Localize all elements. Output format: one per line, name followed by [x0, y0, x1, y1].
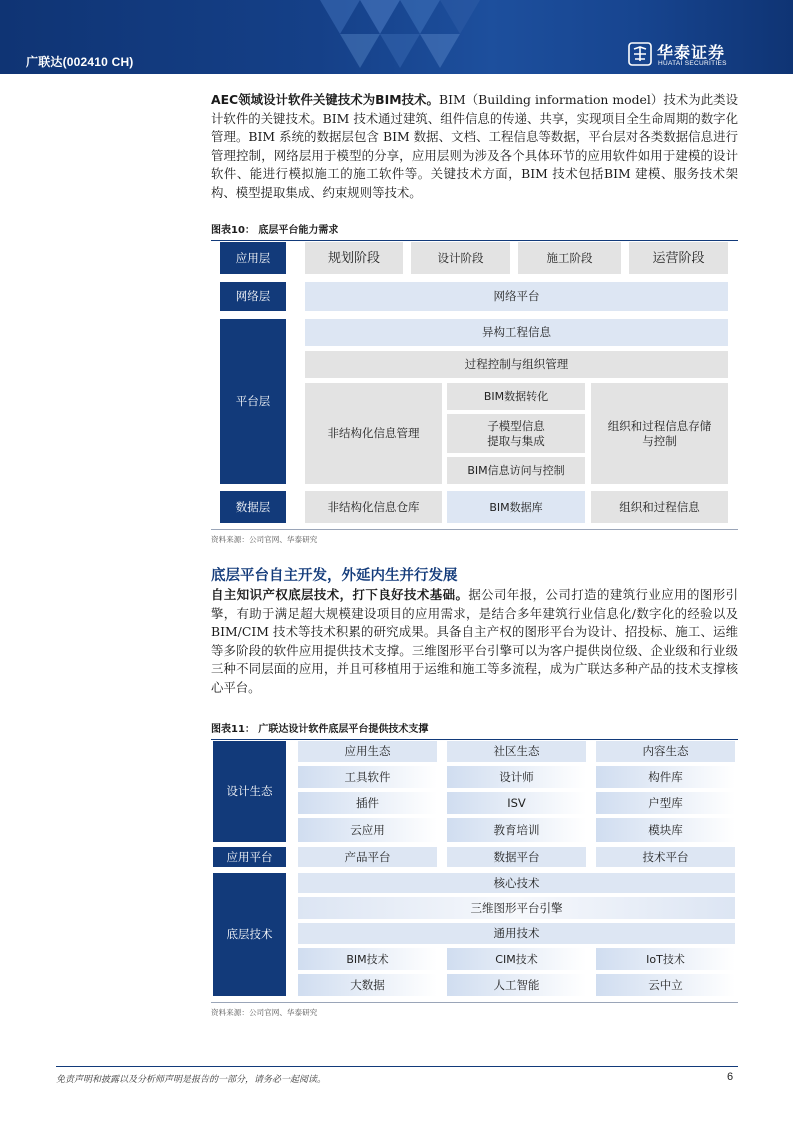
logo-chinese: 华泰证券 [657, 43, 726, 62]
group-app-platform: 应用平台 [213, 847, 286, 867]
bim-data-convert: BIM数据转化 [447, 383, 585, 410]
platform-cell: 数据平台 [447, 847, 586, 867]
data-item-org-process: 组织和过程信息 [591, 491, 728, 523]
huatai-logo-icon [628, 42, 652, 66]
design-cell: 户型库 [596, 792, 735, 814]
layer-data: 数据层 [220, 491, 286, 523]
page-number: 6 [727, 1071, 734, 1083]
platform-cell: 产品平台 [298, 847, 437, 867]
footer-divider [56, 1066, 738, 1067]
data-item-bim-db: BIM数据库 [447, 491, 585, 523]
design-cell: 模块库 [596, 818, 735, 842]
tech-cell: 人工智能 [447, 974, 586, 996]
submodel-extract-integrate: 子模型信息 提取与集成 [447, 414, 585, 453]
design-cell: 云应用 [298, 818, 437, 842]
network-platform: 网络平台 [305, 282, 728, 311]
design-cell: 教育培训 [447, 818, 586, 842]
core-tech: 核心技术 [298, 873, 735, 893]
graphics-engine: 三维图形平台引擎 [298, 897, 735, 919]
app-item-operation: 运营阶段 [629, 242, 728, 274]
process-control-org: 过程控制与组织管理 [305, 351, 728, 378]
stock-code: 广联达(002410 CH) [26, 55, 134, 69]
huatai-logo [628, 40, 748, 70]
footer-disclaimer: 免责声明和披露以及分析师声明是报告的一部分，请务必一起阅读。 [56, 1075, 327, 1085]
unstructured-info-mgmt: 非结构化信息管理 [305, 383, 442, 484]
layer-platform: 平台层 [220, 319, 286, 484]
org-process-storage: 组织和过程信息存储 与控制 [591, 383, 728, 484]
paragraph-bim-intro [211, 91, 738, 203]
design-cell: ISV [447, 792, 586, 814]
general-tech: 通用技术 [298, 923, 735, 944]
paragraph-graphics-engine [211, 586, 738, 698]
tech-cell: IoT技术 [596, 948, 735, 970]
tech-cell: 云中立 [596, 974, 735, 996]
figure-10-title: 图表10： 底层平台能力需求 [211, 221, 738, 241]
design-cell: 工具软件 [298, 766, 437, 788]
paragraph-body: BIM（Building information model）技术为此类设计软件的关键技术。BIM 技术通过建筑、组件信息的传递、共享，实现项目全生命周期的数字化管理。BIM 系统的数据层包含 BIM 数据、文档、工程信息等数据，平台层对各类数据信息进行管理控制，网络层用于模型的分享，应用层则为涉及各个具体环节的应用软件如用于建模的设计软件、能进行模拟施工的施工软件等。关键技术方面，BIM 技术包括BIM 建模、服务技术架构、模型提取集成、约束规则等技术。 [211, 92, 739, 200]
design-cell: 构件库 [596, 766, 735, 788]
design-cell: 插件 [298, 792, 437, 814]
design-cell: 社区生态 [447, 741, 586, 762]
tech-cell: 大数据 [298, 974, 437, 996]
hetero-engineering-info: 异构工程信息 [305, 319, 728, 346]
figure-11-title: 图表11： 广联达设计软件底层平台提供技术支撑 [211, 720, 738, 740]
design-cell: 设计师 [447, 766, 586, 788]
bim-access-control: BIM信息访问与控制 [447, 457, 585, 484]
platform-cell: 技术平台 [596, 847, 735, 867]
data-item-unstructured-repo: 非结构化信息仓库 [305, 491, 442, 523]
app-item-construction: 施工阶段 [518, 242, 621, 274]
design-cell: 应用生态 [298, 741, 437, 762]
design-cell: 内容生态 [596, 741, 735, 762]
header-decoration [300, 0, 490, 74]
tech-cell: CIM技术 [447, 948, 586, 970]
app-item-design: 设计阶段 [411, 242, 510, 274]
layer-app: 应用层 [220, 242, 286, 274]
logo-english: HUATAI SECURITIES [658, 60, 727, 67]
page-header [0, 0, 793, 74]
group-design-ecosystem: 设计生态 [213, 741, 286, 842]
tech-cell: BIM技术 [298, 948, 437, 970]
section-heading: 底层平台自主开发，外延内生并行发展 [211, 568, 458, 584]
paragraph-body: 据公司年报，公司打造的建筑行业应用的图形引擎，有助于满足超大规模建设项目的应用需求，是结合多年建筑行业信息化/数字化的经验以及 BIM/CIM 技术等技术积累的研究成果。具备自主产权的图形平台为设计、招投标、施工、运维等多阶段的软件应用提供技术支撑。三维图形平台引擎可以为客户提供岗位级、企业级和行业级三种不同层面的应用，并且可移植用于运维和施工等多流程，成为广联达多种产品的技术支撑核心平台。 [211, 587, 739, 695]
layer-network: 网络层 [220, 282, 286, 311]
paragraph-lead: 自主知识产权底层技术，打下良好技术基础。 [211, 587, 469, 602]
figure-11-source: 资料来源：公司官网、华泰研究 [211, 1002, 738, 1018]
paragraph-lead: AEC领域设计软件关键技术为BIM技术。 [211, 92, 439, 107]
app-item-planning: 规划阶段 [305, 242, 403, 274]
group-base-tech: 底层技术 [213, 873, 286, 996]
figure-10-source: 资料来源：公司官网、华泰研究 [211, 529, 738, 545]
